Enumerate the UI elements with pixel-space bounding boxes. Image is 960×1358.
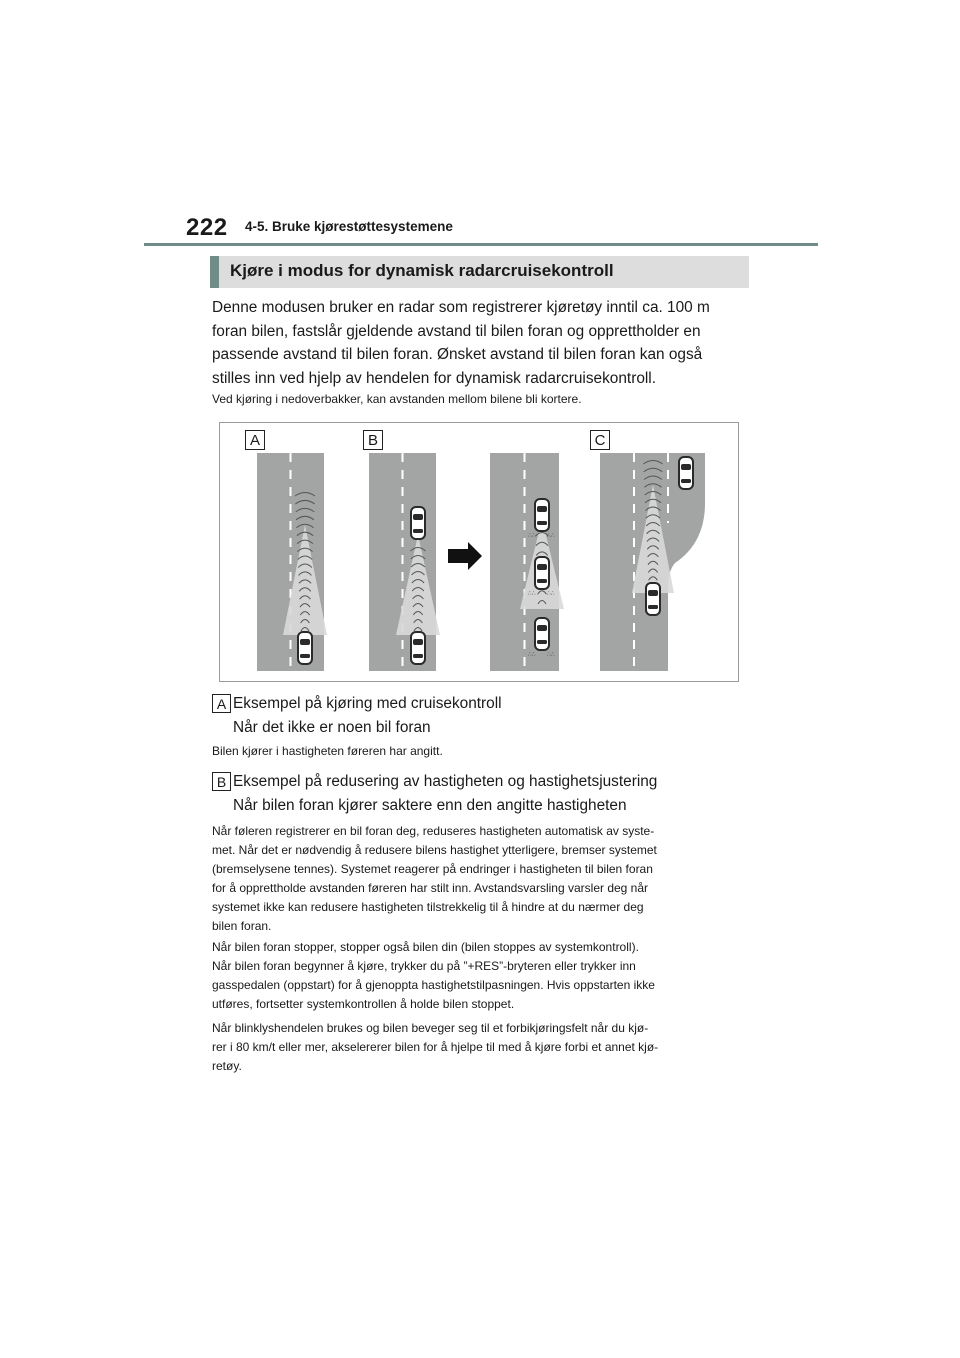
item-b-paragraph-3: [212, 1019, 750, 1076]
brake-light-mark: ∴∴: [528, 590, 536, 597]
car-ego-b: [411, 632, 425, 664]
item-a-marker: A: [212, 694, 231, 713]
car-ego-b2: [535, 618, 549, 650]
car-windshield: [300, 639, 310, 645]
item-b-paragraph-1: [212, 822, 750, 936]
illustration-canvas: [220, 423, 740, 683]
intro-line: Denne modusen bruker en radar som registrerer kjøretøy inntil ca. 100 m: [212, 299, 710, 316]
car-rear-window: [681, 479, 691, 483]
car-lead-b: [411, 507, 425, 539]
brake-light-mark: ∴∴: [528, 532, 536, 539]
item-a-text: [212, 742, 750, 761]
item-b-title: [233, 770, 753, 817]
car-ego-c: [646, 583, 660, 615]
car-rear-window: [300, 654, 310, 658]
figure-label-a: A: [245, 430, 265, 450]
car-windshield: [413, 514, 423, 520]
item-a-title: [233, 692, 753, 739]
page-number: 222: [186, 214, 228, 241]
section-heading-text: Kjøre i modus for dynamisk radarcruisekontroll: [230, 261, 614, 280]
car-rear-window: [537, 521, 547, 525]
text-line: met. Når det er nødvendig å redusere bilens hastighet ytterligere, bremser systemet: [212, 843, 657, 857]
car-windshield: [413, 639, 423, 645]
car-windshield: [537, 506, 547, 512]
text-line: utføres, fortsetter systemkontrollen å holde bilen stoppet.: [212, 997, 515, 1011]
brake-light-mark: ∴∴: [547, 532, 555, 539]
car-rear-window: [537, 640, 547, 644]
text-line: rer i 80 km/t eller mer, akselererer bilen for å hjelpe til med å kjøre forbi et annet kjø-: [212, 1040, 659, 1054]
item-b-paragraph-2: [212, 938, 750, 1014]
header-rule: [144, 243, 818, 246]
car-windshield: [681, 464, 691, 470]
car-windshield: [537, 625, 547, 631]
car-rear-window: [413, 529, 423, 533]
car-ego-a: [298, 632, 312, 664]
figure-label-b: B: [363, 430, 383, 450]
radar-cruise-illustration: [219, 422, 739, 682]
transition-arrow: [448, 542, 482, 570]
car-middle-b2: [535, 557, 549, 589]
car-windshield: [648, 590, 658, 596]
intro-line: foran bilen, fastslår gjeldende avstand til bilen foran og opprettholder en: [212, 322, 701, 340]
figure-label-c: C: [590, 430, 610, 450]
text-line: Når bilen foran stopper, stopper også bilen din (bilen stoppes av systemkontroll).: [212, 940, 639, 954]
intro-paragraph: [212, 296, 752, 390]
text-line: bilen foran.: [212, 919, 272, 933]
item-b-title-line: Eksempel på redusering av hastigheten og hastighetsjustering: [233, 773, 658, 790]
text-line: Bilen kjører i hastigheten føreren har angitt.: [212, 744, 443, 758]
text-line: Når bilen foran begynner å kjøre, trykker du på ”+RES”-bryteren eller trykker inn: [212, 959, 636, 973]
intro-line: passende avstand til bilen foran. Ønsket avstand til bilen foran kan også: [212, 346, 703, 364]
car-lead-b2: [535, 499, 549, 531]
car-rear-window: [413, 654, 423, 658]
text-line: Når blinklyshendelen brukes og bilen beveger seg til et forbikjøringsfelt når du kjø-: [212, 1021, 649, 1035]
item-b-subtitle-line: Når bilen foran kjører saktere enn den angitte hastigheten: [233, 796, 627, 814]
text-line: gasspedalen (oppstart) for å gjenoppta hastighetstilpasningen. Hvis oppstarten ikke: [212, 978, 655, 992]
text-line: Når føleren registrerer en bil foran deg, reduseres hastigheten automatisk av syste-: [212, 824, 655, 838]
car-rear-window: [537, 579, 547, 583]
car-windshield: [537, 564, 547, 570]
brake-light-mark: ∴∴: [528, 651, 536, 658]
section-heading-bar: [210, 256, 219, 288]
brake-light-mark: ∴∴: [547, 590, 555, 597]
text-line: (bremselysene tennes). Systemet reagerer på endringer i hastigheten til bilen foran: [212, 862, 653, 876]
car-rear-window: [648, 605, 658, 609]
text-line: retøy.: [212, 1059, 242, 1073]
section-heading: [210, 256, 749, 288]
item-a-subtitle-line: Når det ikke er noen bil foran: [233, 718, 431, 736]
intro-note: Ved kjøring i nedoverbakker, kan avstanden mellom bilene bli kortere.: [212, 392, 582, 406]
item-a-title-line: Eksempel på kjøring med cruisekontroll: [233, 695, 502, 712]
item-b-marker: B: [212, 772, 231, 791]
text-line: systemet ikke kan redusere hastigheten tilstrekkelig til å hindre at du nærmer deg: [212, 900, 644, 914]
intro-line: stilles inn ved hjelp av hendelen for dynamisk radarcruisekontroll.: [212, 369, 656, 387]
brake-light-mark: ∴∴: [547, 651, 555, 658]
chapter-title: 4-5. Bruke kjørestøttesystemene: [245, 219, 453, 234]
text-line: for å opprettholde avstanden føreren har stilt inn. Avstandsvarsling varsler deg når: [212, 881, 649, 895]
car-lead-c: [679, 457, 693, 489]
